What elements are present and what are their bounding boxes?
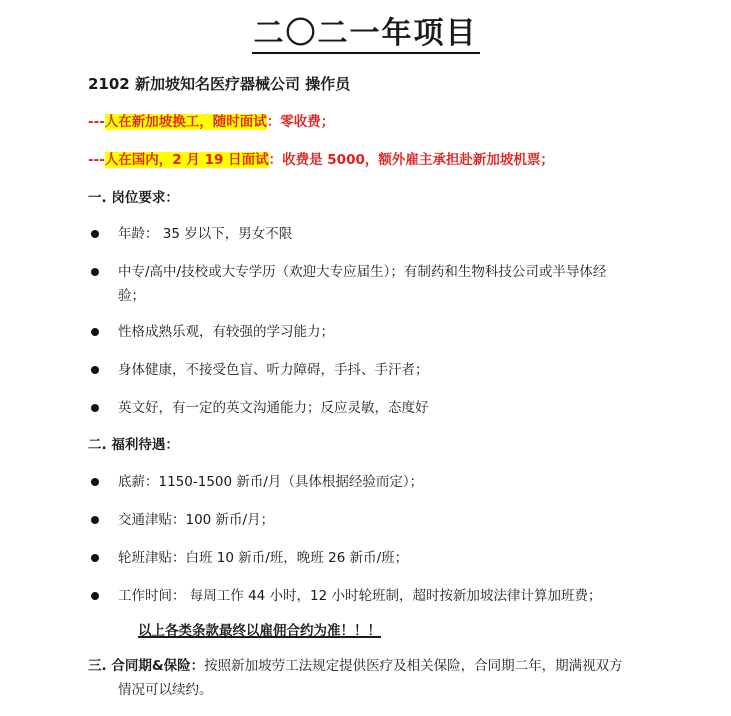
- notice-text: ：收费是 5000，额外雇主承担赴新加坡机票；: [268, 152, 554, 168]
- notice-2: [88, 150, 554, 170]
- list-item: 英文好，有一定的英文沟通能力；反应灵敏，态度好: [118, 400, 429, 416]
- list-item: 轮班津贴：白班 10 新币/班，晚班 26 新币/班；: [118, 550, 409, 566]
- notice-text: ：零收费；: [266, 114, 335, 130]
- section-heading-benefits: 二. 福利待遇：: [88, 437, 179, 453]
- job-title: 2102 新加坡知名医疗器械公司 操作员: [88, 75, 351, 93]
- bullet-icon: [91, 554, 99, 562]
- bullet-icon: [91, 268, 99, 276]
- document-title: [0, 14, 731, 54]
- bullet-icon: [91, 366, 99, 374]
- notice-highlight: 人在国内，2 月 19 日面试: [104, 152, 269, 168]
- list-item: 性格成熟乐观，有较强的学习能力；: [118, 324, 334, 340]
- section-heading-requirements: 一. 岗位要求：: [88, 190, 179, 206]
- notice-prefix: ---: [88, 114, 105, 130]
- section-heading-contract: 三. 合同期&保险：: [88, 658, 205, 674]
- bullet-icon: [91, 404, 99, 412]
- final-note: 以上各类条款最终以雇佣合约为准！！！: [138, 623, 381, 639]
- notice-1: [88, 112, 334, 132]
- list-item: 底薪：1150-1500 新币/月（具体根据经验而定）；: [118, 474, 424, 490]
- notice-highlight: 人在新加坡换工，随时面试: [104, 114, 267, 130]
- bullet-icon: [91, 478, 99, 486]
- title-text: 二〇二一年项目: [252, 16, 480, 54]
- list-item: 身体健康，不接受色盲、听力障碍，手抖、手汗者；: [118, 362, 429, 378]
- bullet-icon: [91, 328, 99, 336]
- contract-text: 按照新加坡劳工法规定提供医疗及相关保险，合同期二年，期满视双方: [204, 658, 623, 674]
- list-item: 工作时间： 每周工作 44 小时，12 小时轮班制，超时按新加坡法律计算加班费；: [118, 588, 602, 604]
- list-item-continuation: 验；: [118, 288, 145, 304]
- bullet-icon: [91, 230, 99, 238]
- section-contract: [88, 656, 623, 676]
- notice-prefix: ---: [88, 152, 105, 168]
- list-item: 中专/高中/技校或大专学历（欢迎大专应届生）；有制药和生物科技公司或半导体经: [118, 264, 607, 280]
- contract-text-continuation: 情况可以续约。: [118, 682, 213, 698]
- bullet-icon: [91, 592, 99, 600]
- list-item: 交通津贴：100 新币/月；: [118, 512, 275, 528]
- list-item: 年龄： 35 岁以下，男女不限: [118, 226, 293, 242]
- bullet-icon: [91, 516, 99, 524]
